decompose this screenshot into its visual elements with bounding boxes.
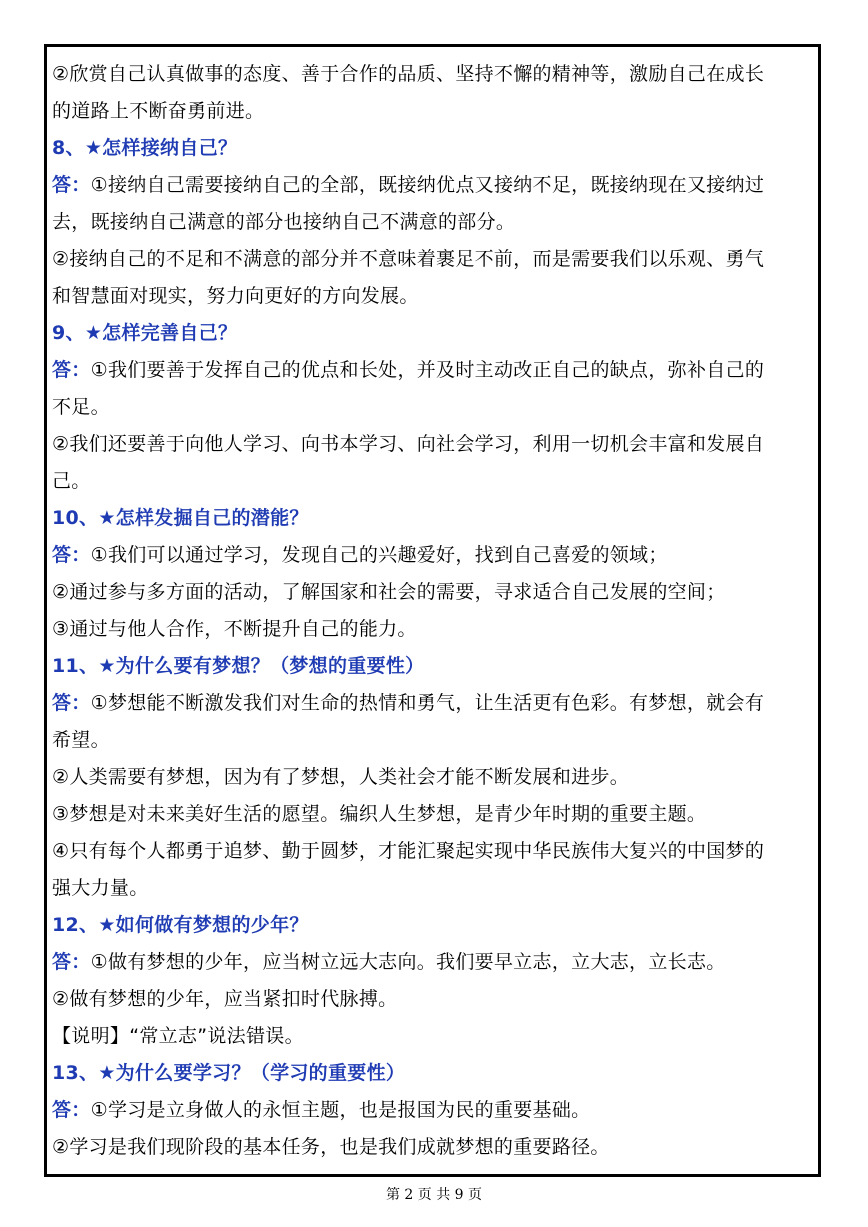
document-body (52, 56, 817, 1166)
question-heading: 8、★怎样接纳自己？ (52, 137, 238, 159)
answer-label: 答： (52, 1099, 91, 1121)
answer-label: 答： (52, 692, 91, 714)
answer-text: ①我们可以通过学习，发现自己的兴趣爱好，找到自己喜爱的领域； (90, 544, 668, 566)
answer-line (52, 944, 817, 981)
answer-line (52, 1092, 817, 1129)
question-heading: 9、★怎样完善自己？ (52, 322, 238, 344)
text-line: ②我们还要善于向他人学习、向书本学习、向社会学习，利用一切机会丰富和发展自 (52, 433, 765, 455)
answer-label: 答： (52, 544, 91, 566)
question-heading: 13、★为什么要学习？（学习的重要性） (52, 1062, 406, 1084)
text-line: 不足。 (52, 396, 110, 418)
answer-line (52, 537, 817, 574)
answer-label: 答： (52, 951, 91, 973)
text-line: ④只有每个人都勇于追梦、勤于圆梦，才能汇聚起实现中华民族伟大复兴的中国梦的 (52, 840, 765, 862)
answer-label: 答： (52, 359, 91, 381)
text-line: ②学习是我们现阶段的基本任务，也是我们成就梦想的重要路径。 (52, 1136, 610, 1158)
text-line: 希望。 (52, 729, 110, 751)
text-line: ②欣赏自己认真做事的态度、善于合作的品质、坚持不懈的精神等，激励自己在成长 (52, 63, 765, 85)
answer-line (52, 352, 817, 389)
text-line: 【说明】“常立志”说法错误。 (52, 1025, 304, 1047)
question-heading: 11、★为什么要有梦想？（梦想的重要性） (52, 655, 425, 677)
text-line: 强大力量。 (52, 877, 149, 899)
answer-text: ①梦想能不断激发我们对生命的热情和勇气，让生活更有色彩。有梦想，就会有 (90, 692, 765, 714)
page-footer: 第 2 页 共 9 页 (385, 1187, 483, 1203)
text-line: 去，既接纳自己满意的部分也接纳自己不满意的部分。 (52, 211, 516, 233)
answer-text: ①做有梦想的少年，应当树立远大志向。我们要早立志，立大志，立长志。 (90, 951, 726, 973)
text-line: 己。 (52, 470, 91, 492)
answer-text: ①接纳自己需要接纳自己的全部，既接纳优点又接纳不足，既接纳现在又接纳过 (90, 174, 765, 196)
answer-line (52, 685, 817, 722)
text-line: ③梦想是对未来美好生活的愿望。编织人生梦想，是青少年时期的重要主题。 (52, 803, 707, 825)
answer-line (52, 167, 817, 204)
text-line: ②人类需要有梦想，因为有了梦想，人类社会才能不断发展和进步。 (52, 766, 630, 788)
text-line: 的道路上不断奋勇前进。 (52, 100, 265, 122)
answer-text: ①我们要善于发挥自己的优点和长处，并及时主动改正自己的缺点，弥补自己的 (90, 359, 765, 381)
text-line: ②做有梦想的少年，应当紧扣时代脉搏。 (52, 988, 398, 1010)
text-line: ③通过与他人合作，不断提升自己的能力。 (52, 618, 417, 640)
answer-text: ①学习是立身做人的永恒主题，也是报国为民的重要基础。 (90, 1099, 591, 1121)
question-heading: 10、★怎样发掘自己的潜能？ (52, 507, 309, 529)
text-line: ②接纳自己的不足和不满意的部分并不意味着裹足不前，而是需要我们以乐观、勇气 (52, 248, 765, 270)
text-line: 和智慧面对现实，努力向更好的方向发展。 (52, 285, 419, 307)
text-line: ②通过参与多方面的活动，了解国家和社会的需要，寻求适合自己发展的空间； (52, 581, 726, 603)
answer-label: 答： (52, 174, 91, 196)
question-heading: 12、★如何做有梦想的少年？ (52, 914, 309, 936)
